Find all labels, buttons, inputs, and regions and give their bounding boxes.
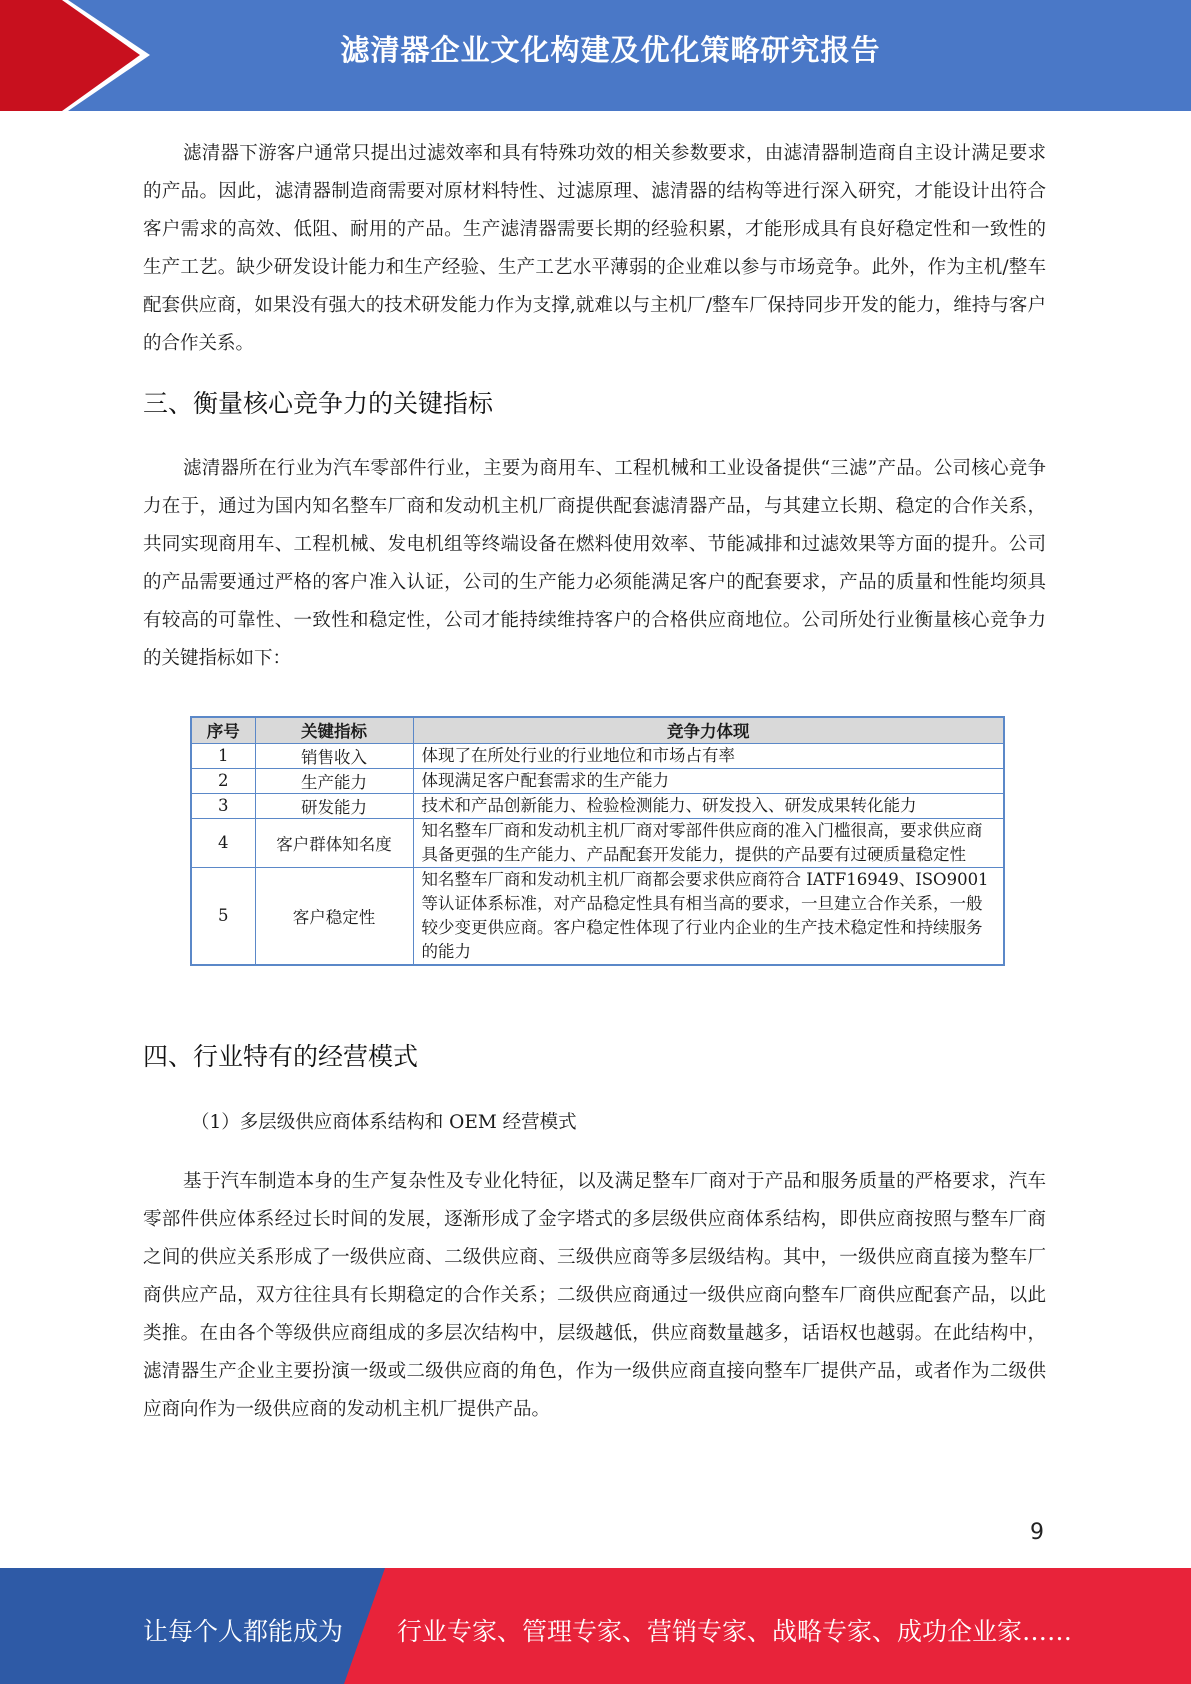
page-footer bbox=[0, 1568, 1191, 1684]
table-row bbox=[191, 793, 1004, 818]
page-header bbox=[0, 0, 1191, 111]
report-title: 滤清器企业文化构建及优化策略研究报告 bbox=[340, 33, 881, 67]
row-desc: 知名整车厂商和发动机主机厂商对零部件供应商的准入门槛很高，要求供应商具备更强的生产能力、产品配套开发能力，提供的产品要有过硬质量稳定性 bbox=[413, 818, 1004, 867]
kpi-table bbox=[190, 716, 1005, 966]
row-num: 1 bbox=[191, 743, 255, 768]
subsection-heading-1: （1）多层级供应商体系结构和 OEM 经营模式 bbox=[191, 1112, 577, 1133]
footer-slogan-left: 让每个人都能成为 bbox=[143, 1617, 344, 1646]
paragraph-2: 滤清器所在行业为汽车零部件行业，主要为商用车、工程机械和工业设备提供“三滤”产品。公司核心竞争力在于，通过为国内知名整车厂商和发动机主机厂商提供配套滤清器产品，与其建立长期、稳定的合作关系，共同实现商用车、工程机械、发电机组等终端设备在燃料使用效率、节能减排和过滤效果等方面的提升。公司的产品需要通过严格的客户准入认证，公司的生产能力必须能满足客户的配套要求，产品的质量和性能均须具有较高的可靠性、一致性和稳定性，公司才能持续维持客户的合格供应商地位。公司所处行业衡量核心竞争力的关键指标如下： bbox=[143, 458, 1046, 669]
row-num: 5 bbox=[191, 867, 255, 965]
table-header-desc: 竞争力体现 bbox=[413, 717, 1004, 743]
row-indicator: 销售收入 bbox=[255, 743, 413, 768]
row-desc: 体现满足客户配套需求的生产能力 bbox=[413, 768, 1004, 793]
section-heading-3: 三、衡量核心竞争力的关键指标 bbox=[143, 389, 494, 418]
row-num: 4 bbox=[191, 818, 255, 867]
footer-slogan-right: 行业专家、管理专家、营销专家、战略专家、成功企业家…… bbox=[397, 1617, 1073, 1646]
row-indicator: 客户稳定性 bbox=[255, 867, 413, 965]
table-row bbox=[191, 743, 1004, 768]
row-num: 3 bbox=[191, 793, 255, 818]
row-indicator: 生产能力 bbox=[255, 768, 413, 793]
paragraph-1: 滤清器下游客户通常只提出过滤效率和具有特殊功效的相关参数要求，由滤清器制造商自主设计满足要求的产品。因此，滤清器制造商需要对原材料特性、过滤原理、滤清器的结构等进行深入研究，才能设计出符合客户需求的高效、低阻、耐用的产品。生产滤清器需要长期的经验积累，才能形成具有良好稳定性和一致性的生产工艺。缺少研发设计能力和生产经验、生产工艺水平薄弱的企业难以参与市场竞争。此外，作为主机/整车配套供应商，如果没有强大的技术研发能力作为支撑,就难以与主机厂/整车厂保持同步开发的能力，维持与客户的合作关系。 bbox=[143, 143, 1046, 354]
paragraph-3: 基于汽车制造本身的生产复杂性及专业化特征，以及满足整车厂商对于产品和服务质量的严格要求，汽车零部件供应体系经过长时间的发展，逐渐形成了金字塔式的多层级供应商体系结构，即供应商按照与整车厂商之间的供应关系形成了一级供应商、二级供应商、三级供应商等多层级结构。其中，一级供应商直接为整车厂商供应产品，双方往往具有长期稳定的合作关系；二级供应商通过一级供应商向整车厂商供应配套产品，以此类推。在由各个等级供应商组成的多层次结构中，层级越低，供应商数量越多，话语权也越弱。在此结构中，滤清器生产企业主要扮演一级或二级供应商的角色，作为一级供应商直接向整车厂提供产品，或者作为二级供应商向作为一级供应商的发动机主机厂提供产品。 bbox=[143, 1171, 1046, 1420]
row-indicator: 研发能力 bbox=[255, 793, 413, 818]
section-heading-4: 四、行业特有的经营模式 bbox=[143, 1042, 419, 1071]
table-header-indicator: 关键指标 bbox=[255, 717, 413, 743]
table-header-row bbox=[191, 717, 1004, 743]
table-header-num: 序号 bbox=[191, 717, 255, 743]
table-row bbox=[191, 867, 1004, 965]
row-indicator: 客户群体知名度 bbox=[255, 818, 413, 867]
row-desc: 技术和产品创新能力、检验检测能力、研发投入、研发成果转化能力 bbox=[413, 793, 1004, 818]
table-row bbox=[191, 818, 1004, 867]
row-num: 2 bbox=[191, 768, 255, 793]
row-desc: 知名整车厂商和发动机主机厂商都会要求供应商符合 IATF16949、ISO9001 等认证体系标准，对产品稳定性具有相当高的要求，一旦建立合作关系，一般较少变更供应商。客户稳定性体现了行业内企业的生产技术稳定性和持续服务的能力 bbox=[413, 867, 1004, 965]
row-desc: 体现了在所处行业的行业地位和市场占有率 bbox=[413, 743, 1004, 768]
table-row bbox=[191, 768, 1004, 793]
page-number: 9 bbox=[1030, 1520, 1044, 1545]
